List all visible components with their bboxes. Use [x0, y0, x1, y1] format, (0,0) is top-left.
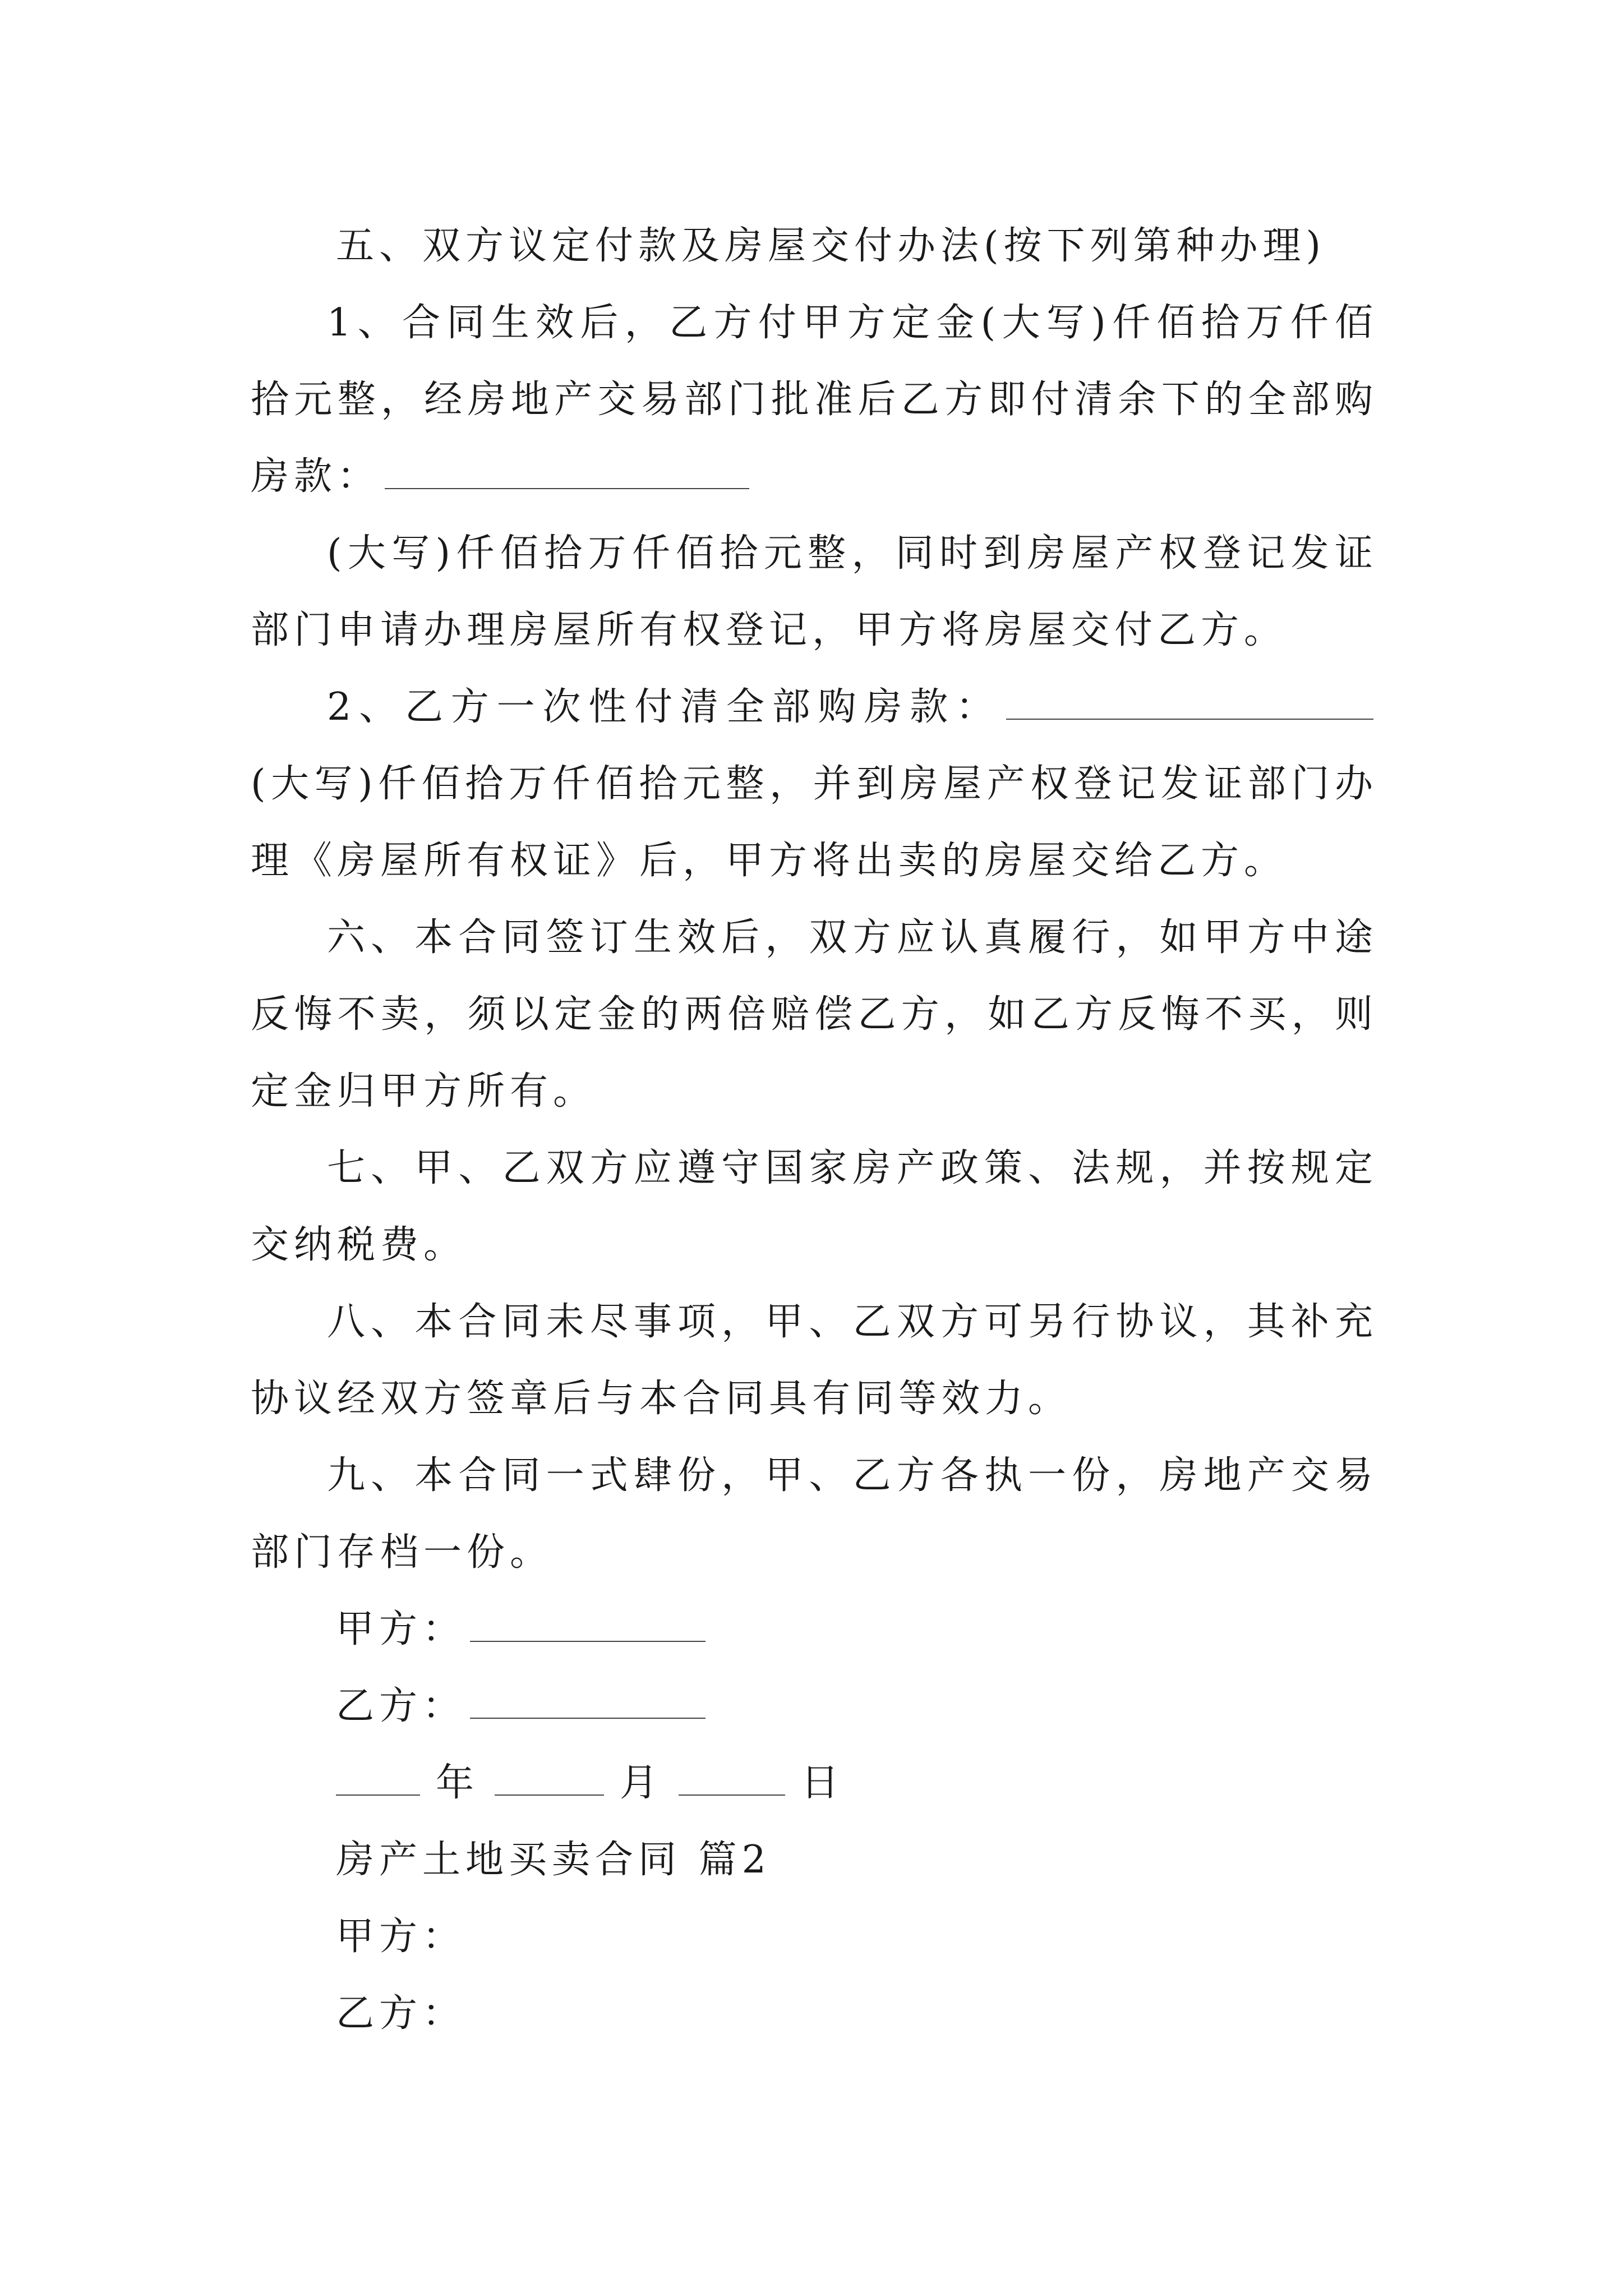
party-b-label: 乙方： [336, 1684, 466, 1728]
year-blank[interactable] [336, 1762, 420, 1796]
day-label: 日 [801, 1761, 845, 1805]
clause-1-text: 1、合同生效后，乙方付甲方定金(大写)仟佰拾万仟佰拾元整，经房地产交易部门批准后乙方即付清余下的全部购房款： [251, 301, 1378, 499]
year-label: 年 [436, 1761, 479, 1805]
clause-2-text-before: 2、乙方一次性付清全部购房款： [327, 685, 1002, 729]
party-b-signature-blank[interactable] [470, 1685, 706, 1719]
party-a-signature-line [251, 1591, 1378, 1668]
full-payment-blank[interactable] [1006, 686, 1373, 720]
party-a-signature-blank[interactable] [470, 1608, 706, 1642]
party-a-label: 甲方： [336, 1607, 466, 1651]
next-party-a: 甲方： [336, 1915, 466, 1959]
next-party-b: 乙方： [336, 1991, 466, 2036]
document-body [251, 208, 1378, 2052]
clause-2-text-after: (大写)仟佰拾万仟佰拾元整，并到房屋产权登记发证部门办理《房屋所有权证》后，甲方将出卖的房屋交给乙方。 [251, 762, 1378, 883]
day-blank[interactable] [679, 1762, 785, 1796]
section-5-heading: 五、双方议定付款及房屋交付办法(按下列第种办理) [336, 224, 1326, 268]
section-9: 九、本合同一式肆份，甲、乙方各执一份，房地产交易部门存档一份。 [251, 1453, 1378, 1575]
clause-2-payment [251, 669, 1378, 899]
section-7: 七、甲、乙双方应遵守国家房产政策、法规，并按规定交纳税费。 [251, 1146, 1378, 1267]
clause-1-payment-part1 [251, 284, 1378, 515]
payment-amount-blank[interactable] [385, 455, 749, 489]
party-b-signature-line [251, 1668, 1378, 1745]
clause-1-payment-part2: (大写)仟佰拾万仟佰拾元整，同时到房屋产权登记发证部门申请办理房屋所有权登记，甲方将房屋交付乙方。 [251, 531, 1378, 652]
month-label: 月 [620, 1761, 663, 1805]
next-contract-title: 房产土地买卖合同 篇2 [336, 1838, 771, 1882]
section-8: 八、本合同未尽事项，甲、乙双方可另行协议，其补充协议经双方签章后与本合同具有同等效力。 [251, 1300, 1378, 1421]
section-6: 六、本合同签订生效后，双方应认真履行，如甲方中途反悔不卖，须以定金的两倍赔偿乙方，如乙方反悔不买，则定金归甲方所有。 [251, 915, 1378, 1114]
date-line [251, 1745, 1378, 1821]
month-blank[interactable] [495, 1762, 604, 1796]
